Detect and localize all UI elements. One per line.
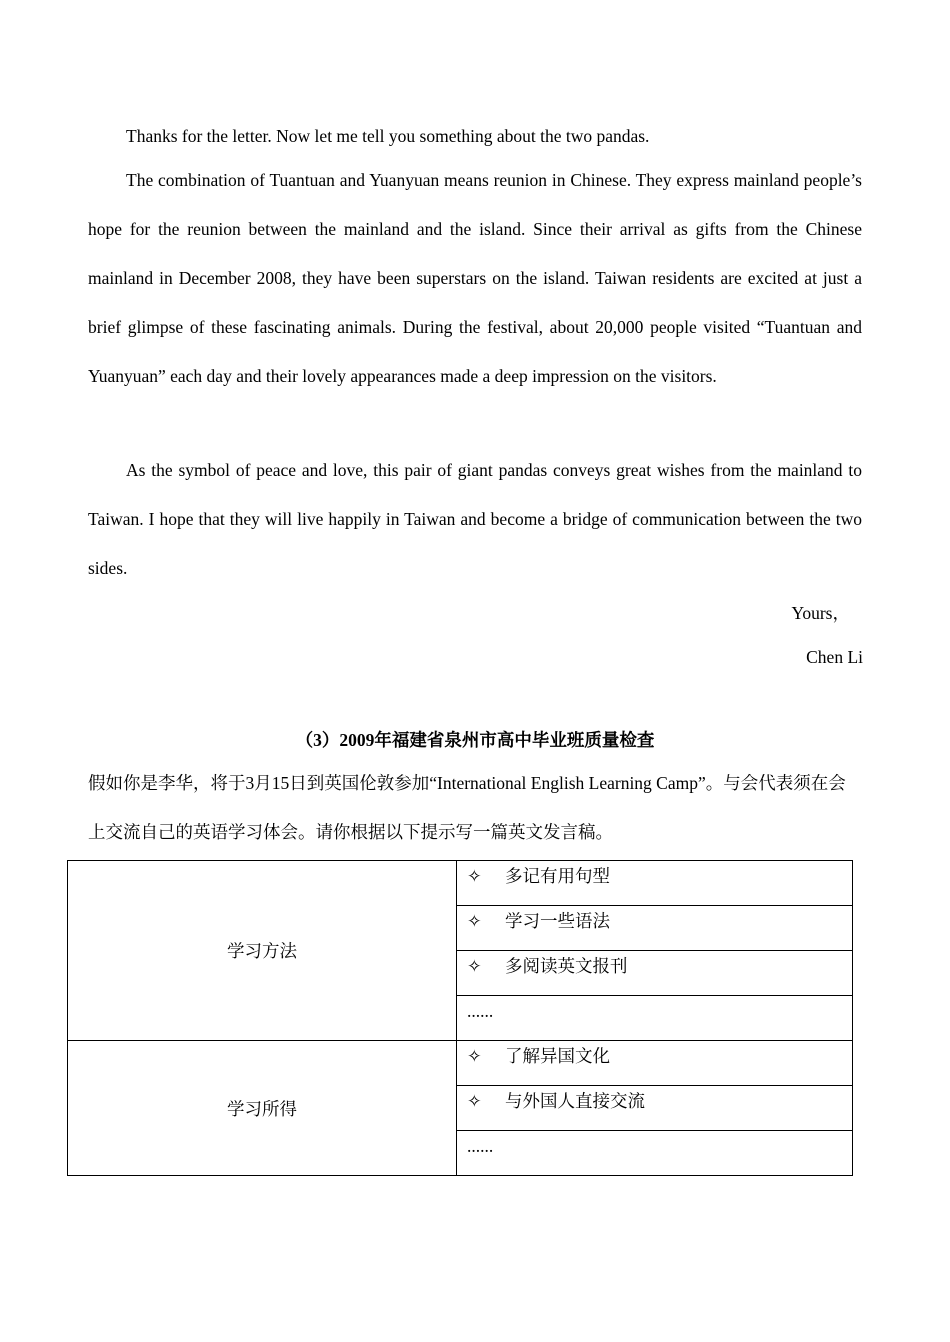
outline-item <box>457 1086 853 1131</box>
outline-ellipsis: ...... <box>457 996 853 1041</box>
bullet-star-icon: ✧ <box>467 911 482 931</box>
table-row <box>68 861 853 906</box>
writing-outline-table <box>67 860 853 1176</box>
item-text: 与外国人直接交流 <box>505 1091 645 1111</box>
category-cell: 学习所得 <box>68 1041 457 1176</box>
task-prompt: 假如你是李华，将于3月15日到英国伦敦参加“International English Learning Camp”。与会代表须在会上交流自己的英语学习体会。请你根据以下提示写一篇英文发言稿。 <box>88 773 846 842</box>
bullet-star-icon: ✧ <box>467 866 482 886</box>
letter-paragraph-1: Thanks for the letter. Now let me tell you something about the two pandas. <box>126 126 650 146</box>
letter-closing: Yours， <box>791 603 850 623</box>
bullet-star-icon: ✧ <box>467 1091 482 1111</box>
letter-signature: Chen Li <box>806 647 863 667</box>
section-title: （3）2009年福建省泉州市高中毕业班质量检查 <box>295 730 655 750</box>
item-text: 学习一些语法 <box>505 911 610 931</box>
outline-item <box>457 1041 853 1086</box>
letter-paragraph-2: The combination of Tuantuan and Yuanyuan means reunion in Chinese. They express mainland people’s hope for the reunion between the mainland and the island. Since their arrival as gifts from the Chinese mainland in December 2008, they have been superstars on the island. Taiwan residents are excited at just a brief glimpse of these fascinating animals. During the festival, about 20,000 people visited “Tuantuan and Yuanyuan” each day and their lovely appearances made a deep impression on the visitors. <box>88 170 862 386</box>
outline-item <box>457 906 853 951</box>
table-row <box>68 1041 853 1086</box>
item-text: 多阅读英文报刊 <box>505 956 628 976</box>
category-cell: 学习方法 <box>68 861 457 1041</box>
outline-ellipsis: ...... <box>457 1131 853 1176</box>
item-text: 了解异国文化 <box>505 1046 610 1066</box>
outline-item <box>457 861 853 906</box>
bullet-star-icon: ✧ <box>467 1046 482 1066</box>
bullet-star-icon: ✧ <box>467 956 482 976</box>
item-text: 多记有用句型 <box>505 866 610 886</box>
outline-item <box>457 951 853 996</box>
letter-paragraph-3: As the symbol of peace and love, this pair of giant pandas conveys great wishes from the mainland to Taiwan. I hope that they will live happily in Taiwan and become a bridge of communication between the two sides. <box>88 460 862 578</box>
